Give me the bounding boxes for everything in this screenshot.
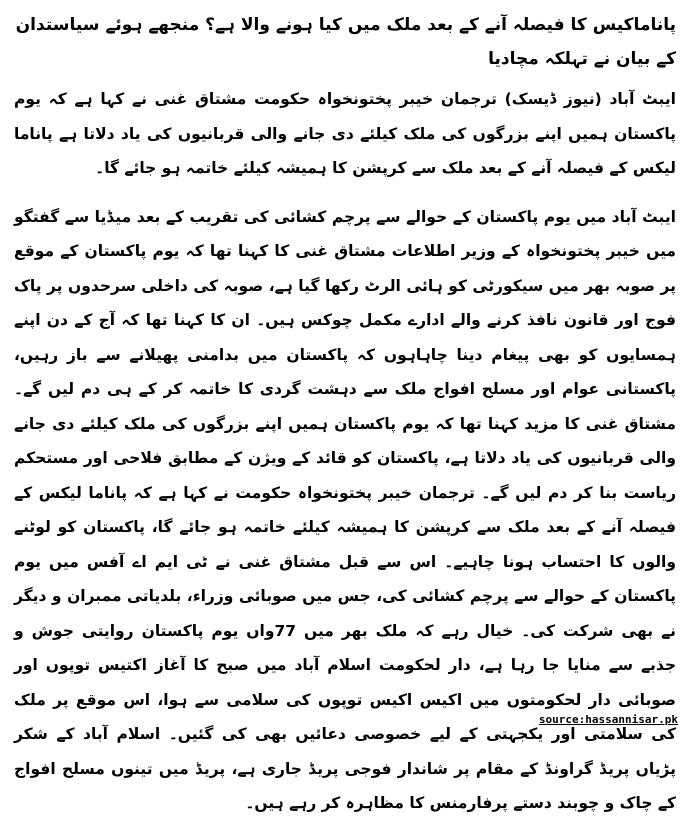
article-headline: پاناماکیس کا فیصلہ آنے کے بعد ملک میں کیا ہونے والا ہے؟ منجھے ہوئے سیاستدان کے بیان نے تہلکہ مچادیا	[15, 15, 676, 69]
source-credit: source:hassannisar.pk	[538, 713, 678, 726]
article	[14, 8, 676, 821]
article-body-paragraph: ایبٹ آباد میں یوم پاکستان کے حوالے سے پرچم کشائی کی تقریب کے بعد میڈیا سے گفتگو میں خیبر پختونخواہ کے وزیر اطلاعات مشتاق غنی کا کہنا تھا کہ یوم پاکستان کے موقع پر صوبہ بھر میں سیکورٹی کو ہائی الرٹ رکھا گیا ہے، صوبہ کی داخلی سرحدوں پر پاک فوج اور قانون نافذ کرنے والے ادارے مکمل چوکس ہیں۔ ان کا کہنا تھا کہ آج کے دن اپنے ہمسایوں کو بھی پیغام دینا چاہاہوں کہ پاکستان میں بدامنی پھیلانے سے باز رہیں، پاکستانی عوام اور مسلح افواج ملک سے دہشت گردی کا خاتمہ کر کے ہی دم لیں گے۔ مشتاق غنی کا مزید کہنا تھا کہ یوم پاکستان ہمیں اپنے بزرگوں کی ملک کیلئے دی جانے والی قربانیوں کی یاد دلاتا ہے، پاکستان کو قائد کے ویژن کے مطابق فلاحی اور مستحکم ریاست بنا کر دم لیں گے۔ ترجمان خیبر پختونخواہ حکومت نے کہا ہے کہ پاناما لیکس کے فیصلہ آنے کے بعد ملک سے کرپشن کا ہمیشہ کیلئے خاتمہ ہو جائے گا، پاکستان کو لوٹنے والوں کا احتساب ہونا چاہیے۔ اس سے قبل مشتاق غنی نے ٹی ایم اے آفس میں یوم پاکستان کے حوالے سے پرچم کشائی کی، جس میں صوبائی وزراء، بلدیاتی ممبران و دیگر نے بھی شرکت کی۔ خیال رہے کہ ملک بھر میں 77واں یوم پاکستان روایتی جوش و جذبے سے منایا جا رہا ہے، دار لحکومت اسلام آباد میں صبح کا آغاز اکتیس توپوں اور صوبائی دار لحکومتوں میں اکیس اکیس توپوں کی سلامی سے ہوا، اس موقع پر ملک کی سلامتی اور یکجہتی کے لیے خصوصی دعائیں بھی کی گئیں۔ اسلام آباد کے شکر پڑیاں پریڈ گراونڈ کے مقام پر شاندار فوجی پریڈ جاری ہے، پریڈ میں تینوں مسلح افواج کے چاک و چوبند دستے پرفارمنس کا مظاہرہ کر رہے ہیں۔	[14, 207, 676, 812]
article-lead-paragraph: ایبٹ آباد (نیوز ڈیسک) ترجمان خیبر پختونخواہ حکومت مشتاق غنی نے کہا ہے کہ یوم پاکستان ہمیں اپنے بزرگوں کی ملک کیلئے دی جانے والی قربانیوں کی یاد دلاتا ہے پاناما لیکس کے فیصلہ آنے کے بعد ملک سے کرپشن کا ہمیشہ کیلئے خاتمہ ہو جائے گا۔	[14, 90, 676, 177]
